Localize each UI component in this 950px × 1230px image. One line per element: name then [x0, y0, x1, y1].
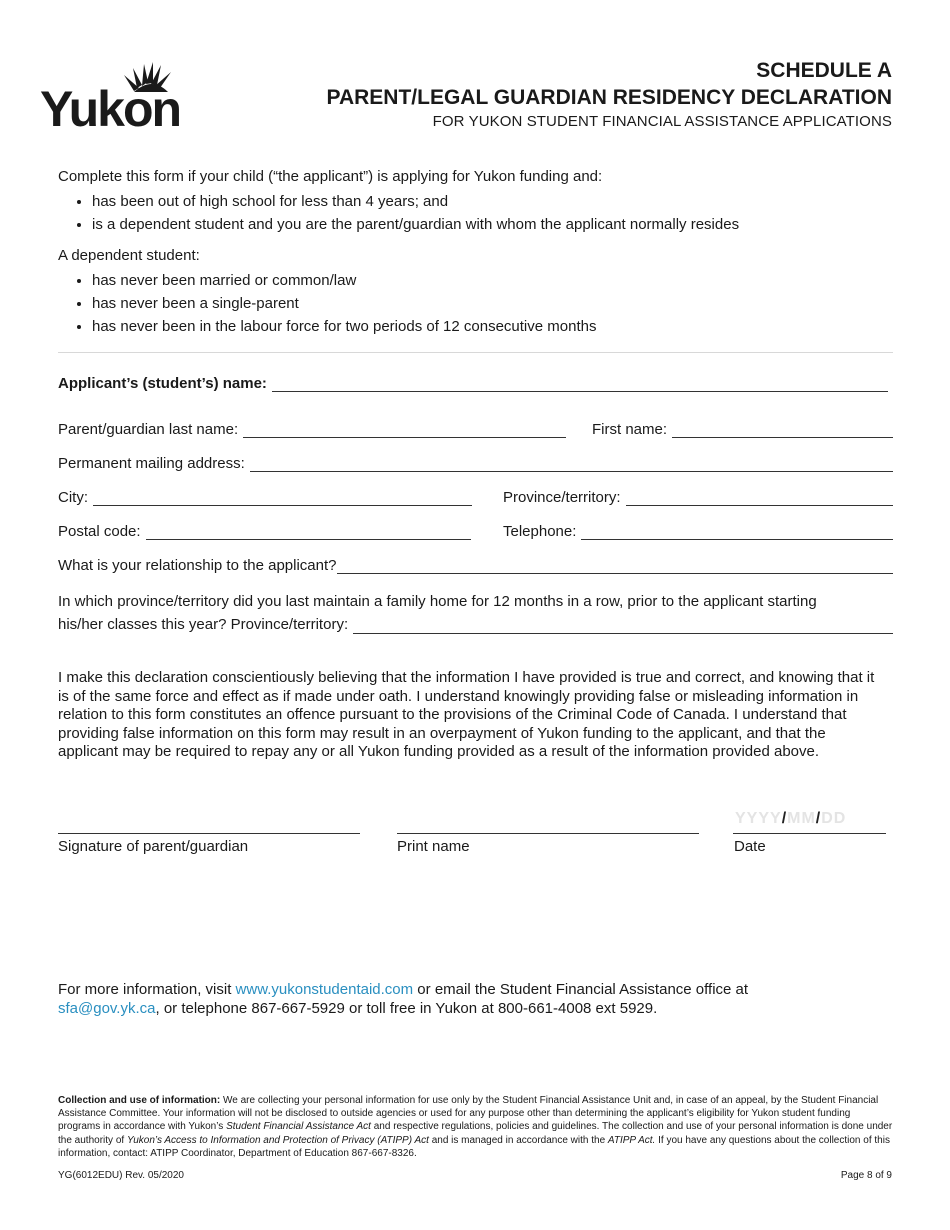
intro-section: [58, 167, 893, 236]
section-divider: [58, 352, 893, 353]
city-label: City:: [58, 489, 88, 506]
collection-notice: [58, 1094, 893, 1160]
act-name: Student Financial Assistance Act: [226, 1121, 371, 1133]
website-link[interactable]: www.yukonstudentaid.com: [235, 981, 414, 998]
more-info-suffix: , or telephone 867-667-5929 or toll free in Yukon at 800-661-4008 ext 5929.: [155, 1000, 658, 1017]
province-label: Province/territory:: [503, 489, 621, 506]
applicant-name-input[interactable]: [272, 375, 888, 392]
intro-text: Complete this form if your child (“the applicant”) is applying for Yukon funding and:: [58, 168, 603, 185]
family-home-question: [58, 591, 893, 634]
province-input[interactable]: [626, 489, 893, 506]
telephone-label: Telephone:: [503, 523, 577, 540]
date-month-placeholder: MM: [787, 810, 816, 827]
dependent-bullets: [58, 269, 893, 338]
form-header: [327, 58, 892, 132]
dependent-text: A dependent student:: [58, 247, 200, 264]
act-name: ATIPP Act.: [607, 1134, 656, 1146]
signature-label: Signature of parent/guardian: [58, 838, 249, 855]
family-home-label: his/her classes this year? Province/territory:: [58, 616, 349, 633]
print-name-label: Print name: [397, 838, 470, 855]
act-name: Yukon’s Access to Information and Protection of Privacy (ATIPP) Act: [126, 1134, 429, 1146]
intro-bullets: [58, 190, 893, 236]
dependent-section: [58, 246, 893, 338]
applicant-name-label: Applicant’s (student’s) name:: [58, 375, 267, 392]
list-item: • has never been a single-parent: [92, 292, 893, 315]
logo-wordmark: Yukon: [40, 81, 181, 130]
list-item: • is a dependent student and you are the parent/guardian with whom the applicant normally resides: [92, 213, 893, 236]
list-item: • has been out of high school for less than 4 years; and: [92, 190, 893, 213]
date-placeholder[interactable]: [735, 810, 846, 828]
relationship-input[interactable]: [337, 557, 894, 574]
collection-text: If you have any questions about the collection of this information, contact: ATIPP Coordinator, Department of Education 867-667-8326.: [58, 1134, 890, 1159]
email-link[interactable]: sfa@gov.yk.ca: [58, 1000, 156, 1017]
form-id: YG(6012EDU) Rev. 05/2020: [58, 1170, 184, 1181]
first-name-input[interactable]: [672, 421, 893, 438]
parent-last-name-input[interactable]: [243, 421, 566, 438]
list-item: • has never been married or common/law: [92, 269, 893, 292]
page-subtitle: FOR YUKON STUDENT FINANCIAL ASSISTANCE APPLICATIONS: [432, 113, 892, 130]
mailing-address-label: Permanent mailing address:: [58, 455, 245, 472]
collection-heading: Collection and use of information:: [58, 1095, 221, 1106]
declaration-text: I make this declaration conscientiously believing that the information I have provided is true and correct, and knowing that it is of the same force and effect as if made under oath. I understand knowingly providing false or misleading information in relation to this form constitutes an offence pursuant to the provisions of the Criminal Code of Canada. I understand that providing false information on this form may result in an overpayment of Yukon funding to the applicant, and that the applicant may be required to repay any or all Yukon funding provided as a result of the information provided above.: [58, 669, 875, 760]
more-info-middle: or email the Student Financial Assistance office at: [413, 981, 749, 998]
collection-text: We are collecting your personal information for use only by the Student Financial Assistance Unit and, in case of an appeal, by the Student Financial Assistance Committee. Your information will not be disclosed to outside agencies or used for any purpose other than determining the applicant’s eligibility for Yukon student funding programs in accordance with Yukon’s: [58, 1095, 879, 1133]
date-separator: /: [781, 810, 788, 827]
family-home-province-input[interactable]: [353, 617, 893, 634]
date-day-placeholder: DD: [821, 810, 847, 827]
city-input[interactable]: [93, 489, 472, 506]
date-year-placeholder: YYYY: [735, 810, 782, 827]
telephone-input[interactable]: [581, 523, 893, 540]
relationship-row: [58, 557, 893, 574]
mailing-address-input[interactable]: [250, 455, 893, 472]
parent-last-name-label: Parent/guardian last name:: [58, 421, 239, 438]
city-province-row: [58, 489, 893, 506]
page-number: Page 8 of 9: [840, 1170, 892, 1181]
list-item: • has never been in the labour force for two periods of 12 consecutive months: [92, 315, 893, 338]
relationship-label: What is your relationship to the applicant?: [58, 557, 337, 574]
schedule-label: SCHEDULE A: [756, 59, 892, 82]
page-title: PARENT/LEGAL GUARDIAN RESIDENCY DECLARATION: [326, 86, 892, 109]
family-home-text: In which province/territory did you last maintain a family home for 12 months in a row, prior to the applicant starting: [58, 593, 817, 610]
date-separator: /: [815, 810, 822, 827]
first-name-label: First name:: [592, 421, 668, 438]
mailing-address-row: [58, 455, 893, 472]
date-label: Date: [734, 838, 766, 855]
postal-telephone-row: [58, 523, 893, 540]
date-line[interactable]: [733, 833, 886, 834]
postal-code-label: Postal code:: [58, 523, 141, 540]
signature-line[interactable]: [58, 833, 360, 834]
collection-text: and respective regulations, policies and guidelines. The collection and use of your personal information is done under the authority of: [58, 1121, 893, 1146]
print-name-line[interactable]: [397, 833, 699, 834]
more-info-prefix: For more information, visit: [58, 981, 236, 998]
more-info: [58, 980, 888, 1018]
collection-text: and is managed in accordance with the: [428, 1134, 608, 1146]
applicant-name-row: [58, 375, 893, 392]
parent-name-row: [58, 421, 893, 438]
yukon-logo: [40, 58, 215, 130]
postal-code-input[interactable]: [146, 523, 471, 540]
